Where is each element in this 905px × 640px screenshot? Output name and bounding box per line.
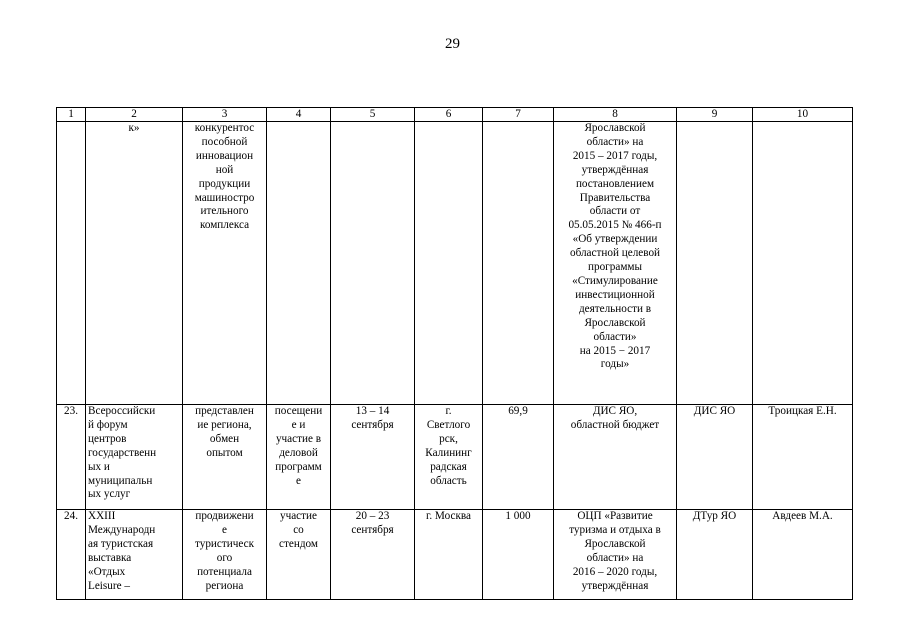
event-dates: 13 – 14 сентября bbox=[331, 405, 415, 510]
participation-form: посещени е и участие в деловой программ е bbox=[267, 405, 331, 510]
funding-source: ОЦП «Развитие туризма и отдыха в Ярославской области» на 2016 – 2020 годы, утверждённая bbox=[554, 510, 677, 600]
responsible-person: Троицкая Е.Н. bbox=[753, 405, 853, 510]
event-cost: 1 000 bbox=[483, 510, 554, 600]
column-header-3: 3 bbox=[183, 108, 267, 122]
event-place: г. Светлого рск, Калининг радская область bbox=[415, 405, 483, 510]
table-row bbox=[57, 510, 853, 600]
participation-form: участие со стендом bbox=[267, 510, 331, 600]
event-place: г. Москва bbox=[415, 510, 483, 600]
event-cost: 69,9 bbox=[483, 405, 554, 510]
department: ДИС ЯО bbox=[677, 405, 753, 510]
table-row bbox=[57, 405, 853, 510]
row-number bbox=[57, 122, 86, 405]
event-place bbox=[415, 122, 483, 405]
department bbox=[677, 122, 753, 405]
funding-source: ДИС ЯО, областной бюджет bbox=[554, 405, 677, 510]
responsible-person: Авдеев М.А. bbox=[753, 510, 853, 600]
row-number: 24. bbox=[57, 510, 86, 600]
column-header-5: 5 bbox=[331, 108, 415, 122]
event-goal: продвижени е туристическ ого потенциала региона bbox=[183, 510, 267, 600]
event-cost bbox=[483, 122, 554, 405]
table-row bbox=[57, 122, 853, 405]
events-table bbox=[56, 107, 853, 600]
responsible-person bbox=[753, 122, 853, 405]
column-header-9: 9 bbox=[677, 108, 753, 122]
row-number: 23. bbox=[57, 405, 86, 510]
event-dates: 20 – 23 сентября bbox=[331, 510, 415, 600]
participation-form bbox=[267, 122, 331, 405]
column-header-10: 10 bbox=[753, 108, 853, 122]
column-header-8: 8 bbox=[554, 108, 677, 122]
department: ДТур ЯО bbox=[677, 510, 753, 600]
event-goal: конкурентос пособной инновацион ной продукции машиностро ительного комплекса bbox=[183, 122, 267, 405]
event-name: к» bbox=[86, 122, 183, 405]
page-number: 29 bbox=[445, 36, 460, 52]
funding-source: Ярославской области» на 2015 – 2017 годы, утверждённая постановлением Правительства области от 05.05.2015 № 466-п «Об утверждении областной целевой программы «Стимулирование инвестиционной деятельности в Ярославской области» на 2015 − 2017 годы» bbox=[554, 122, 677, 405]
event-goal: представлен ие региона, обмен опытом bbox=[183, 405, 267, 510]
column-header-1: 1 bbox=[57, 108, 86, 122]
table-header-row bbox=[57, 108, 853, 122]
column-header-2: 2 bbox=[86, 108, 183, 122]
column-header-7: 7 bbox=[483, 108, 554, 122]
event-name: Всероссийски й форум центров государственн ых и муниципальн ых услуг bbox=[86, 405, 183, 510]
column-header-6: 6 bbox=[415, 108, 483, 122]
column-header-4: 4 bbox=[267, 108, 331, 122]
event-name: XXIII Международн ая туристская выставка «Отдых Leisure – bbox=[86, 510, 183, 600]
event-dates bbox=[331, 122, 415, 405]
